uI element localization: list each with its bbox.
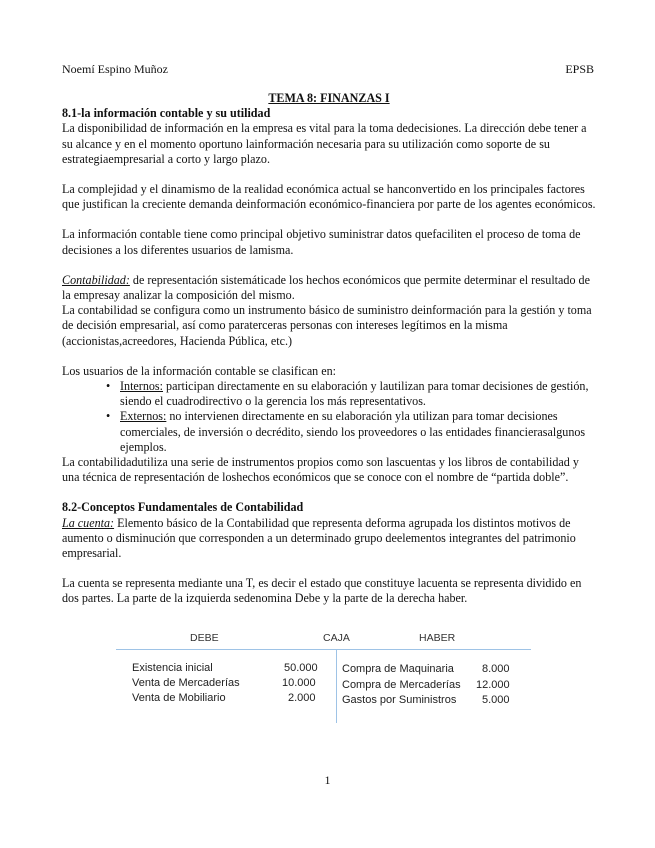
cuenta-definition (62, 516, 596, 562)
account-label: CAJA (323, 632, 350, 644)
haber-amount: 12.000 (476, 679, 510, 691)
school-name: EPSB (565, 62, 594, 76)
contabilidad-term: Contabilidad: (62, 272, 130, 287)
author-name: Noemí Espino Muñoz (62, 62, 168, 76)
debe-concept: Existencia inicial (132, 662, 213, 674)
debe-concept: Venta de Mobiliario (132, 692, 226, 704)
page-number: 1 (324, 773, 331, 787)
internos-term: Internos: (120, 379, 163, 394)
contabilidad-definition (62, 273, 596, 303)
cuenta-text: Elemento básico de la Contabilidad que representa deforma agrupada los distintos motivos de aumento o disminución que corresponden a un determinado grupo deelementos integrantes del patrimonio empresarial. (62, 515, 576, 561)
haber-amount: 5.000 (482, 694, 510, 706)
haber-amount: 8.000 (482, 663, 510, 675)
section2-paragraph-2: La cuenta se representa mediante una T, es decir el estado que constituye lacuenta se representa dividido en dos partes. La parte de la izquierda sedenomina Debe y la parte de la derecha haber. (62, 576, 582, 606)
document-body (62, 91, 596, 607)
haber-concept: Compra de Maquinaria (342, 663, 454, 675)
users-intro: Los usuarios de la información contable se clasifican en: (62, 363, 337, 378)
debe-concept: Venta de Mercaderías (132, 677, 240, 689)
t-account-vertical-line (336, 649, 337, 723)
debe-amount: 50.000 (284, 662, 318, 674)
list-item-internos (120, 379, 596, 409)
users-list (62, 379, 596, 455)
t-account-header (116, 632, 536, 646)
haber-label: HABER (419, 632, 456, 644)
externos-text: no intervienen directamente en su elaboración yla utilizan para tomar decisiones comerciales, de inversión o decrédito, siendo los proveedores o las entidades financierasalgunos ejemplos. (120, 409, 586, 454)
document-title: TEMA 8: FINANZAS I (268, 91, 390, 105)
externos-term: Externos: (120, 409, 167, 424)
t-account-caja (116, 632, 536, 724)
section1-paragraph-6: La contabilidadutiliza una serie de instrumentos propios como son lascuentas y los libros de contabilidad y una técnica de representación de loshechos económicos que se conoce con el nombre de “partida doble”. (62, 455, 579, 485)
section1-paragraph-3: La información contable tiene como principal objetivo suministrar datos quefaciliten el proceso de toma de decisiones a los diferentes usuarios de lamisma. (62, 227, 581, 257)
cuenta-term: La cuenta: (62, 515, 115, 530)
section1-paragraph-2: La complejidad y el dinamismo de la realidad económica actual se hanconvertido en los principales factores que justifican la creciente demanda deinformación económico-financiera por parte de los agentes económicos. (62, 182, 596, 212)
section1-paragraph-1: La disponibilidad de información en la empresa es vital para la toma dedecisiones. La dirección debe tener a su alcance y en el momento oportuno lainformación necesaria para su utilización como soporte de su estrategiaempresarial a corto y largo plazo. (62, 121, 587, 166)
debe-amount: 2.000 (288, 692, 316, 704)
haber-concept: Compra de Mercaderías (342, 679, 461, 691)
section1-paragraph-5: La contabilidad se configura como un instrumento básico de suministro deinformación para la gestión y toma de decisión empresarial, así como paraterceras personas con intereses legítimos en la misma (accionistas,acreedores, Hacienda Pública, etc.) (62, 303, 592, 348)
t-account-horizontal-line (116, 649, 531, 650)
contabilidad-text: de representación sistemáticade los hechos económicos que permite determinar el resultado de la empresay analizar la composición del mismo. (62, 272, 590, 303)
internos-text: participan directamente en su elaboración y lautilizan para tomar decisiones de gestión, siendo el cuadrodirectivo o la gerencia los más representativos. (120, 379, 589, 409)
page-header (62, 62, 594, 77)
section1-heading: 8.1-la información contable y su utilidad (62, 106, 271, 121)
haber-concept: Gastos por Suministros (342, 694, 457, 706)
debe-amount: 10.000 (282, 677, 316, 689)
list-item-externos (120, 409, 596, 455)
debe-label: DEBE (190, 632, 219, 644)
section2-heading: 8.2-Conceptos Fundamentales de Contabilidad (62, 500, 304, 515)
